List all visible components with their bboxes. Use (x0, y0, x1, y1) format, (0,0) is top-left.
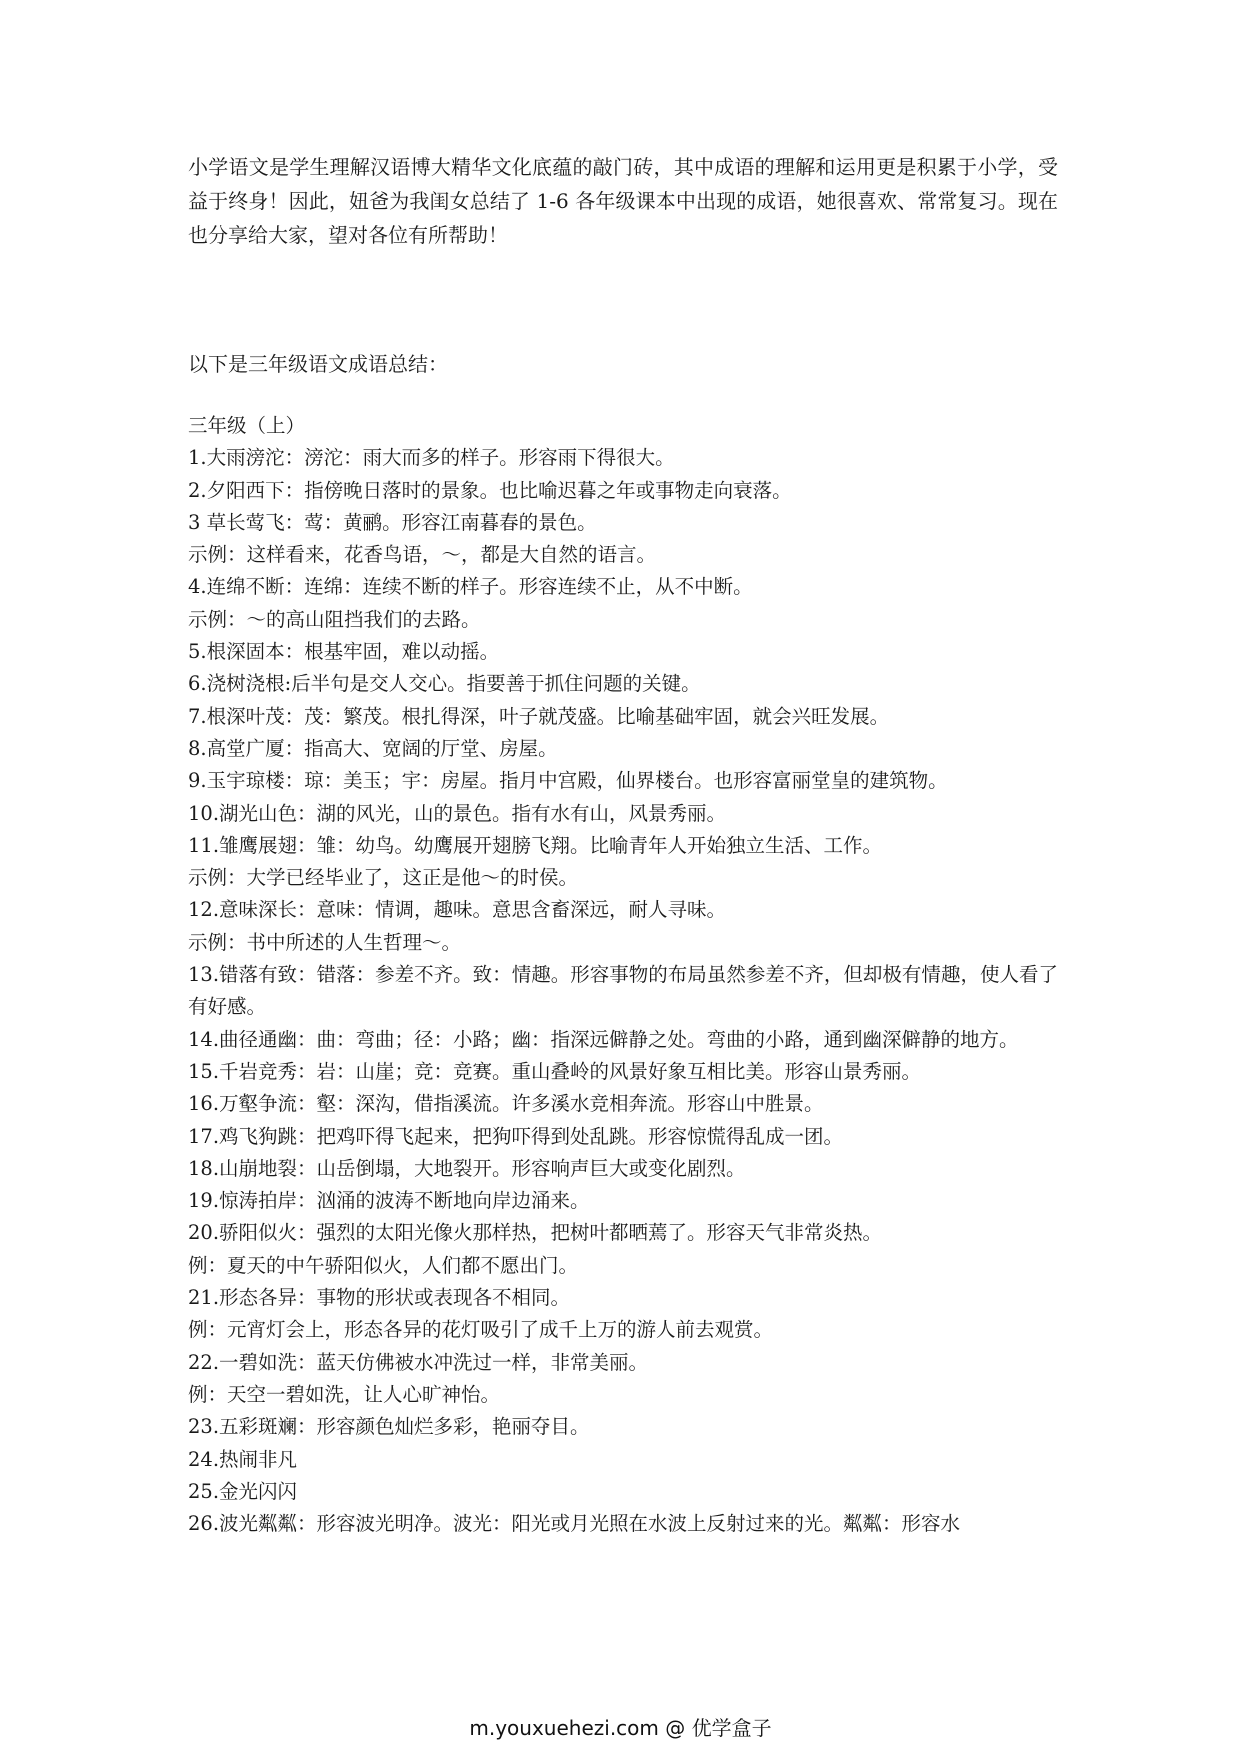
list-item: 20.骄阳似火：强烈的太阳光像火那样热，把树叶都晒蔫了。形容天气非常炎热。 (188, 1221, 883, 1245)
list-item: 4.连绵不断：连绵：连续不断的样子。形容连续不止，从不中断。 (188, 575, 753, 599)
list-item: 示例：～的高山阻挡我们的去路。 (188, 607, 481, 631)
list-item: 12.意味深长：意味：情调，趣味。意思含畜深远，耐人寻味。 (188, 898, 727, 922)
list-item: 1.大雨滂沱：滂沱：雨大而多的样子。形容雨下得很大。 (188, 446, 675, 470)
list-item: 14.曲径通幽：曲：弯曲；径：小路；幽：指深远僻静之处。弯曲的小路，通到幽深僻静的地方。 (188, 1027, 1019, 1051)
list-item: 24.热闹非凡 (188, 1447, 298, 1471)
list-item: 例：元宵灯会上，形态各异的花灯吸引了成千上万的游人前去观赏。 (188, 1318, 774, 1342)
list-item: 8.高堂广厦：指高大、宽阔的厅堂、房屋。 (188, 736, 558, 760)
list-item: 10.湖光山色：湖的风光，山的景色。指有水有山，风景秀丽。 (188, 801, 727, 825)
list-item: 26.波光粼粼：形容波光明净。波光：阳光或月光照在水波上反射过来的光。粼粼：形容水 (188, 1512, 961, 1536)
list-item: 示例：这样看来，花香鸟语，～，都是大自然的语言。 (188, 543, 657, 567)
list-item: 23.五彩斑斓：形容颜色灿烂多彩，艳丽夺目。 (188, 1415, 590, 1439)
list-item: 9.玉宇琼楼：琼：美玉；宇：房屋。指月中宫殿，仙界楼台。也形容富丽堂皇的建筑物。 (188, 769, 948, 793)
idiom-list (188, 410, 1058, 1540)
list-item: 2.夕阳西下：指傍晚日落时的景象。也比喻迟暮之年或事物走向衰落。 (188, 478, 792, 502)
list-item: 13.错落有致：错落：参差不齐。致：情趣。形容事物的布局虽然参差不齐，但却极有情趣，使人看了有好感。 (188, 963, 1058, 1019)
list-item: 15.千岩竞秀：岩：山崖；竞：竞赛。重山叠岭的风景好象互相比美。形容山景秀丽。 (188, 1059, 922, 1083)
list-item: 5.根深固本：根基牢固，难以动摇。 (188, 640, 500, 664)
section-heading: 以下是三年级语文成语总结： (188, 352, 448, 376)
intro-paragraph: 小学语文是学生理解汉语博大精华文化底蕴的敲门砖，其中成语的理解和运用更是积累于小学，受益于终身！因此，妞爸为我闺女总结了 1-6 各年级课本中出现的成语，她很喜欢、常常复习。现在也分享给大家，望对各位有所帮助！ (188, 155, 1058, 247)
list-item: 示例：书中所述的人生哲理～。 (188, 930, 462, 954)
list-item: 3 草长莺飞：莺：黄鹂。形容江南暮春的景色。 (188, 510, 597, 534)
list-item: 示例：大学已经毕业了，这正是他～的时侯。 (188, 866, 579, 890)
list-item: 例：夏天的中午骄阳似火，人们都不愿出门。 (188, 1253, 579, 1277)
list-item: 7.根深叶茂：茂：繁茂。根扎得深，叶子就茂盛。比喻基础牢固，就会兴旺发展。 (188, 704, 890, 728)
list-item: 11.雏鹰展翅：雏：幼鸟。幼鹰展开翅膀飞翔。比喻青年人开始独立生活、工作。 (188, 833, 883, 857)
list-item: 17.鸡飞狗跳：把鸡吓得飞起来，把狗吓得到处乱跳。形容惊慌得乱成一团。 (188, 1124, 844, 1148)
list-item: 22.一碧如洗：蓝天仿佛被水冲洗过一样，非常美丽。 (188, 1350, 649, 1374)
footer-watermark: m.youxuehezi.com @ 优学盒子 (469, 1716, 772, 1740)
list-item: 例：天空一碧如洗，让人心旷神怡。 (188, 1382, 501, 1406)
list-item: 18.山崩地裂：山岳倒塌，大地裂开。形容响声巨大或变化剧烈。 (188, 1156, 746, 1180)
list-item: 21.形态各异：事物的形状或表现各不相同。 (188, 1286, 571, 1310)
list-item: 25.金光闪闪 (188, 1479, 298, 1503)
grade-heading: 三年级（上） (188, 414, 306, 437)
list-item: 6.浇树浇根:后半句是交人交心。指要善于抓住问题的关键。 (188, 672, 701, 696)
list-item: 16.万壑争流：壑：深沟，借指溪流。许多溪水竞相奔流。形容山中胜景。 (188, 1092, 824, 1116)
list-item: 19.惊涛拍岸：汹涌的波涛不断地向岸边涌来。 (188, 1189, 590, 1213)
